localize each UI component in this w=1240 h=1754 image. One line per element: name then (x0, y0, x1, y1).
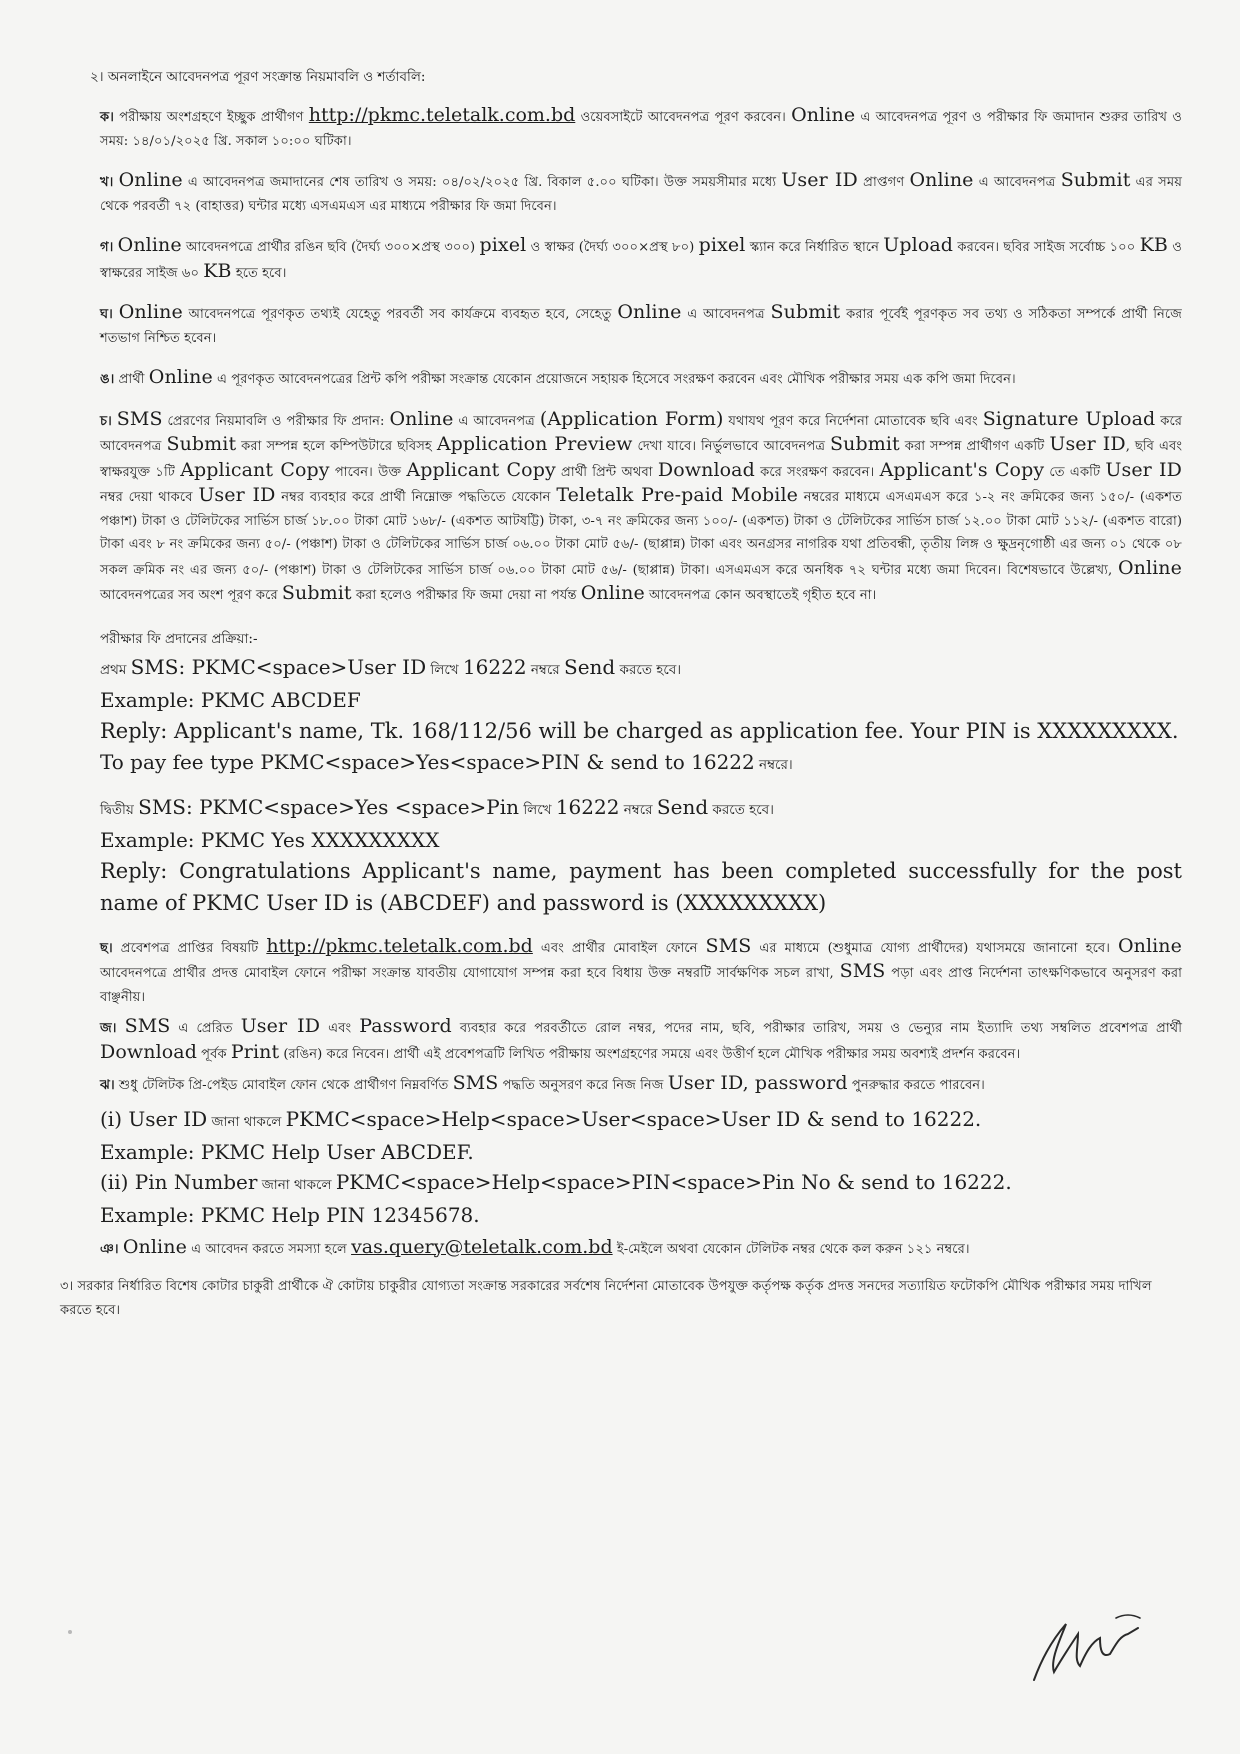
text: শুধু টেলিটক প্রি-পেইড মোবাইল ফোন থেকে প্রার্থীগণ নিম্নবর্ণিত (114, 1078, 453, 1093)
text: KB (1139, 234, 1168, 256)
text: SMS (839, 960, 886, 982)
text: নম্বরে (526, 661, 564, 678)
reply-2: Reply: Congratulations Applicant's name, payment has been completed successfully for the post name of PKMC User ID is (ABCDEF) and password is (XXXXXXXXX) (100, 858, 1182, 915)
text: আবেদনপত্রে প্রার্থীর রঙিন ছবি (দৈর্ঘ্য ৩০০×প্রস্থ ৩০০) (181, 240, 480, 255)
text: ব্যবহার করে পরবর্তীতে রোল নম্বর, পদের নাম, ছবি, পরীক্ষার তারিখ, সময় ও ভেন্যুর নাম ইত্যাদি তথ্য সম্বলিত প্রবেশপত্র প্রার্থী (451, 1021, 1182, 1036)
text: করে সংরক্ষণ করবেন। (754, 464, 880, 480)
rule-ja (100, 1015, 1182, 1066)
text: ও স্বাক্ষর (দৈর্ঘ্য ৩০০×প্রস্থ ৮০) (526, 240, 699, 255)
text: User ID (1105, 458, 1182, 481)
rule-marker: গ। (100, 240, 114, 255)
text: জানা থাকলে (207, 1113, 286, 1130)
text: এ আবেদনপত্র (973, 175, 1061, 190)
text: পরীক্ষায় অংশগ্রহণে ইচ্ছুক প্রার্থীগণ (113, 110, 309, 125)
text: Applicant Copy (180, 458, 330, 481)
rule-ka (100, 104, 1182, 153)
website-link[interactable]: http://pkmc.teletalk.com.bd (308, 104, 576, 126)
text: এ আবেদনপত্র (453, 413, 540, 429)
text: Submit (770, 301, 841, 323)
text: হতে হবে। (231, 265, 287, 281)
text: Password (359, 1015, 452, 1037)
rule-chha (100, 935, 1182, 1010)
recover-user-id (100, 1104, 1182, 1137)
text: এ আবেদনপত্র পূরণ ও পরীক্ষার ফি জমাদান শুরুর তারিখ ও সময়: ১৪/০১/২০২৫ খ্রি. সকাল ১০:০০ ঘটিকা। (100, 110, 1182, 149)
text: করার পূর্বেই পূরণকৃত সব তথ্য ও সঠিকতা সম্পর্কে প্রার্থী নিজে শতভাগ নিশ্চিত হবেন। (100, 307, 1182, 346)
text: দেখা যাবে। নির্ভুলভাবে আবেদনপত্র (632, 439, 831, 454)
text: Online (1117, 556, 1182, 579)
rule-marker: খ। (100, 175, 114, 190)
page-speck (68, 1630, 72, 1634)
rule-ga (100, 234, 1182, 285)
text: Send (564, 654, 616, 679)
text: SMS (452, 1072, 499, 1094)
text: করা হলেও পরীক্ষার ফি জমা দেয়া না পর্যন্ত (351, 588, 581, 603)
text: প্রবেশপত্র প্রাপ্তির বিষয়টি (112, 940, 267, 956)
text: SMS (124, 1015, 171, 1037)
text: User ID (240, 1015, 321, 1037)
text: আবেদনপত্রে প্রার্থীর প্রদত্ত মোবাইল ফোনে পরীক্ষা সংক্রান্ত যাবতীয় যোগাযোগ সম্পন্ন করা হবে বিধায় উক্ত নম্বরটি সার্বক্ষণিক সচল রাখা, (100, 966, 840, 981)
text: Submit (1060, 169, 1131, 191)
text: SMS (116, 407, 163, 430)
text: , ছবি এবং স্বাক্ষরযুক্ত ১টি (100, 439, 1182, 480)
rule-marker: ছ। (100, 940, 113, 956)
text: SMS: PKMC<space>User ID (130, 654, 427, 679)
rule-marker: ঙ। (100, 372, 115, 387)
text: (i) User ID (100, 1106, 208, 1131)
text: আবেদনপত্রে পূরণকৃত তথ্যই যেহেতু পরবর্তী সব কার্যক্রমে ব্যবহৃত হবে, সেহেতু (182, 307, 618, 322)
text: Applicant's Copy (879, 458, 1045, 481)
text: SMS: PKMC<space>Yes <space>Pin (138, 794, 520, 819)
text: আবেদনপত্রের সব অংশ পূরণ করে (100, 588, 282, 603)
text: পদ্ধতি অনুসরণ করে নিজ নিজ (498, 1078, 668, 1093)
text: পাবেন। উক্ত (329, 464, 407, 480)
email-link[interactable]: vas.query@teletalk.com.bd (351, 1235, 613, 1258)
text: (Application Form) (539, 407, 724, 430)
text: Teletalk Pre-paid Mobile (556, 484, 798, 506)
text: SMS (705, 934, 752, 957)
text: Signature Upload (982, 407, 1156, 430)
text: এ আবেদন করতে সমস্যা হলে (186, 1241, 352, 1257)
text: (রঙিন) করে নিবেন। প্রার্থী এই প্রবেশপত্রটি লিখিত পরীক্ষায় অংশগ্রহণের সময়ে এবং উত্তীর্ণ হলে মৌখিক পরীক্ষার সময় অবশ্যই প্রদর্শন করবেন। (279, 1046, 1021, 1062)
text: To pay fee type PKMC<space>Yes<space>PIN & send to 16222 (100, 749, 755, 774)
rule-marker: ঝ। (100, 1078, 115, 1093)
text: Send (656, 794, 709, 819)
text: Applicant Copy (406, 458, 556, 481)
example-1: Example: PKMC ABCDEF (100, 687, 361, 712)
recover-pin-example: Example: PKMC Help PIN 12345678. (100, 1202, 480, 1227)
text: Online (117, 234, 182, 256)
text: Download (100, 1040, 197, 1063)
text: User ID (1049, 433, 1126, 455)
rule-cha (100, 408, 1182, 608)
text: Online (389, 407, 454, 430)
text: Submit (166, 433, 237, 455)
text: দ্বিতীয় (100, 801, 139, 818)
text: পড়া এবং প্রাপ্ত নির্দেশনা তাৎক্ষণিকভাবে অনুসরণ করা বাঞ্ছনীয়। (100, 966, 1182, 1005)
text: লিখে (519, 801, 556, 818)
to-pay-line (100, 747, 1182, 780)
text: ই-মেইলে অথবা যেকোন টেলিটক নম্বর থেকে কল করুন ১২১ নম্বরে। (612, 1241, 970, 1257)
text: এবং প্রার্থীর মোবাইল ফোনে (532, 940, 706, 956)
text: Online (909, 169, 974, 191)
text: আবেদনপত্র কোন অবস্থাতেই গৃহীত হবে না। (644, 588, 877, 603)
text: Online (791, 104, 856, 126)
section-heading: ২। অনলাইনে আবেদনপত্র পূরণ সংক্রান্ত নিয়মাবলি ও শর্তাবলি: (90, 69, 426, 85)
text: পুনরুদ্ধার করতে পারবেন। (847, 1078, 985, 1093)
text: Online (118, 169, 183, 191)
text: Submit (281, 582, 352, 604)
text: Online (580, 582, 645, 604)
text: স্ক্যান করে নির্ধারিত স্থানে (745, 240, 884, 255)
text: এবং (320, 1021, 360, 1036)
text: করা সম্পন্ন প্রার্থীগণ একটি (899, 439, 1050, 454)
rule-gha (100, 301, 1182, 350)
text: প্রার্থী প্রিন্ট অথবা (555, 464, 658, 480)
text: 16222 (462, 654, 527, 679)
text: করতে হবে। (708, 801, 775, 818)
text: করতে হবে। (615, 661, 682, 678)
text: KB (203, 259, 232, 282)
text: User ID (198, 484, 276, 506)
text: করে আবেদনপত্র (100, 413, 1183, 454)
rule-marker: ঘ। (100, 307, 113, 322)
text: ও স্বাক্ষরের সাইজ ৬০ (100, 240, 1183, 281)
rule-marker: ঞ। (100, 1241, 119, 1257)
first-sms (100, 652, 1182, 685)
recover-pin (100, 1167, 1182, 1200)
text: PKMC<space>Help<space>User<space>User ID & send to 16222. (285, 1106, 982, 1131)
text: পূর্বক (196, 1046, 231, 1062)
text: Upload (883, 234, 954, 256)
reply-1: Reply: Applicant's name, Tk. 168/112/56 will be charged as application fee. Your PIN is XXXXXXXXX. (100, 718, 1179, 743)
rule-marker: জ। (100, 1021, 117, 1036)
text: Online (148, 366, 213, 388)
text: নম্বর দেয়া থাকবে (100, 490, 199, 505)
text: করবেন। ছবির সাইজ সর্বোচ্চ ১০০ (953, 240, 1140, 255)
text: Online (617, 301, 682, 323)
text: User ID, password (667, 1072, 848, 1094)
text: pixel (698, 234, 746, 256)
website-link[interactable]: http://pkmc.teletalk.com.bd (266, 934, 533, 957)
text: (ii) Pin Number (100, 1169, 258, 1194)
text: নম্বরে (619, 801, 657, 818)
text: নম্বর ব্যবহার করে প্রার্থী নিম্নোক্ত পদ্ধতিতে যেকোন (275, 490, 557, 505)
rule-kha (100, 169, 1182, 218)
text: ওয়েবসাইটে আবেদনপত্র পূরণ করবেন। (575, 110, 792, 125)
text: এর সময় থেকে পরবর্তী ৭২ (বাহাত্তর) ঘন্টার মধ্যে এসএমএস এর মাধ্যমে পরীক্ষার ফি জমা দিবেন। (100, 175, 1182, 214)
text: প্রাপ্তগণ (857, 175, 910, 190)
recover-user-id-example: Example: PKMC Help User ABCDEF. (100, 1139, 474, 1164)
text: Online (122, 1235, 187, 1258)
item-3: ৩। সরকার নির্ধারিত বিশেষ কোটার চাকুরী প্রার্থীকে ঐ কোটায় চাকুরীর যোগ্যতা সংক্রান্ত সরকারের সর্বশেষ নির্দেশনা মোতাবেক উপযুক্ত কর্তৃপক্ষ কর্তৃক প্রদত্ত সনদের সত্যায়িত ফটোকপি মৌখিক পরীক্ষার সময় দাখিল করতে হবে। (60, 1279, 1152, 1318)
text: এ পূরণকৃত আবেদনপত্রের প্রিন্ট কপি পরীক্ষা সংক্রান্ত যেকোন প্রয়োজনে সহায়ক হিসেবে সংরক্ষণ করবেন এবং মৌখিক পরীক্ষার সময় এক কপি জমা দিবেন। (212, 372, 1016, 387)
text: নম্বরের মাধ্যমে এসএমএস করে ১-২ নং ক্রমিকের জন্য ১৫০/- (একশত পঞ্চাশ) টাকা ও টেলিটকের সার্ভিস চার্জ ১৮.০০ টাকা মোট ১৬৮/- (একশত আটষট্টি) টাকা, ৩-৭ নং ক্রমিকের জন্য ১০০/- (একশত) টাকা ও টেলিটকের সার্ভিস চার্জ ১২.০০ টাকা মোট ১১২/- (একশত বারো) টাকা এবং ৮ নং ক্রমিকের জন্য ৫০/- (পঞ্চাশ) টাকা ও টেলিটকের সার্ভিস চার্জ ০৬.০০ টাকা মোট ৫৬/- (ছাপ্পান্ন) টাকা এবং অনগ্রসর নাগরিক যথা প্রতিবন্ধী, তৃতীয় লিঙ্গ ও ক্ষুদ্রনৃগোষ্ঠী এর জন্য ০১ থেকে ০৮ সকল ক্রমিক নং এর জন্য ৫০/- (পঞ্চাশ) টাকা ও টেলিটকের সার্ভিস চার্জ ০৬.০০ টাকা মোট ৫৬/- (ছাপ্পান্ন) টাকা। এসএমএস করে অনধিক ৭২ ঘন্টার মধ্যে জমা দিবেন। বিশেষভাবে উল্লেখ্য, (100, 490, 1182, 578)
fee-process (100, 626, 1182, 919)
text: করা সম্পন্ন হলে কম্পিউটারে ছবিসহ (236, 439, 437, 454)
text: Print (230, 1040, 280, 1063)
text: Submit (830, 433, 900, 455)
rule-jha (100, 1072, 1182, 1098)
text: 16222 (555, 794, 620, 819)
text: এ প্রেরিত (170, 1021, 241, 1036)
text: Application Preview (436, 433, 633, 455)
text: জানা থাকলে (257, 1176, 336, 1193)
text: Online (118, 301, 183, 323)
text: প্রথম (100, 661, 131, 678)
text: এর মাধ্যমে (শুধুমাত্র যোগ্য প্রার্থীদের) যথাসময়ে জানানো হবে। (751, 940, 1118, 956)
rule-marker: চ। (100, 413, 112, 429)
text: PKMC<space>Help<space>PIN<space>Pin No & send to 16222. (335, 1169, 1012, 1194)
text: যথাযথ পূরণ করে নির্দেশনা মোতাবেক ছবি এবং (723, 413, 983, 429)
signature (1020, 1588, 1160, 1698)
text: pixel (479, 234, 527, 256)
text: Online (1117, 934, 1182, 957)
rule-nya (100, 1236, 1182, 1262)
text: নম্বরে। (754, 756, 793, 773)
text: তে একটি (1044, 464, 1106, 480)
text: প্রেরণের নিয়মাবলি ও পরীক্ষার ফি প্রদান: (162, 413, 390, 429)
rule-uma (100, 366, 1182, 392)
fee-process-title: পরীক্ষার ফি প্রদানের প্রক্রিয়া:- (100, 630, 258, 647)
text: User ID (781, 169, 858, 191)
text: এ আবেদনপত্র জমাদানের শেষ তারিখ ও সময়: ০৪/০২/২০২৫ খ্রি. বিকাল ৫.০০ ঘটিকা। উক্ত সময়সীমার মধ্যে (182, 175, 782, 190)
second-sms (100, 792, 1182, 825)
rule-marker: ক। (100, 110, 114, 125)
text: প্রার্থী (114, 372, 149, 387)
example-2: Example: PKMC Yes XXXXXXXXX (100, 827, 440, 852)
text: লিখে (426, 661, 463, 678)
text: Download (657, 458, 755, 481)
text: এ আবেদনপত্র (681, 307, 771, 322)
